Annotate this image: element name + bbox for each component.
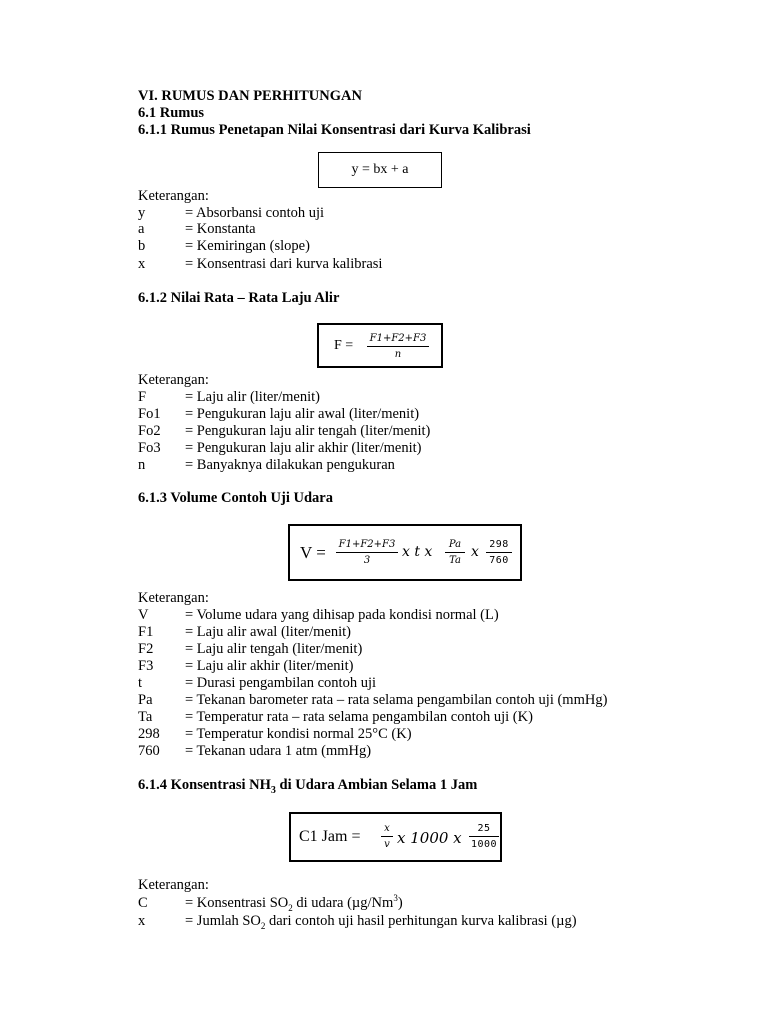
legend-symbol: Fo1 bbox=[138, 406, 161, 422]
fraction-bar bbox=[336, 552, 398, 553]
formula-volume-multiply: x bbox=[471, 544, 479, 560]
legend-symbol: x bbox=[138, 256, 146, 272]
fraction-bar bbox=[469, 836, 499, 837]
formula-box-flow-average bbox=[317, 323, 443, 368]
legend-description: = Absorbansi contoh uji bbox=[185, 205, 325, 221]
legend-symbol: n bbox=[138, 457, 146, 473]
desc-superscript: 3 bbox=[393, 893, 398, 904]
fraction-denominator: Ta bbox=[449, 555, 461, 566]
legend-description: = Laju alir (liter/menit) bbox=[185, 389, 321, 405]
fraction-pressure-temperature bbox=[445, 539, 465, 566]
legend-description: = Laju alir tengah (liter/menit) bbox=[185, 641, 363, 657]
formula-concentration-mid: x 1000 x bbox=[397, 829, 462, 847]
desc-subscript: 2 bbox=[288, 902, 293, 913]
legend-description: = Konstanta bbox=[185, 221, 256, 237]
section-6-1-1-title: 6.1.1 Rumus Penetapan Nilai Konsentrasi dari Kurva Kalibrasi bbox=[138, 122, 531, 138]
keterangan-label: Keterangan: bbox=[138, 877, 209, 893]
legend-description: = Volume udara yang dihisap pada kondisi normal (L) bbox=[185, 607, 499, 623]
legend-description: = Temperatur rata – rata selama pengambilan contoh uji (K) bbox=[185, 709, 533, 725]
fraction-flow-sum bbox=[336, 539, 398, 566]
legend-description bbox=[185, 913, 577, 930]
legend-symbol: b bbox=[138, 238, 146, 254]
legend-symbol: F3 bbox=[138, 658, 154, 674]
formula-box-linear bbox=[318, 152, 442, 188]
formula-volume-mid: x t x bbox=[402, 544, 433, 560]
desc-text: = Jumlah SO bbox=[185, 913, 261, 929]
formula-flow-lhs: F = bbox=[334, 338, 354, 353]
desc-text: ) bbox=[397, 895, 403, 911]
legend-symbol: Fo3 bbox=[138, 440, 161, 456]
fraction-denominator: 760 bbox=[489, 555, 509, 566]
legend-description: = Tekanan barometer rata – rata selama pengambilan contoh uji (mmHg) bbox=[185, 692, 608, 708]
legend-symbol: 760 bbox=[138, 743, 160, 759]
legend-symbol: 298 bbox=[138, 726, 160, 742]
title-text: di Udara Ambian Selama 1 Jam bbox=[275, 777, 478, 793]
desc-text: di udara (µg/Nm bbox=[292, 895, 394, 911]
legend-description: = Laju alir awal (liter/menit) bbox=[185, 624, 351, 640]
subheading-rumus: 6.1 Rumus bbox=[138, 105, 205, 121]
legend-description: = Pengukuran laju alir tengah (liter/menit) bbox=[185, 423, 431, 439]
fraction-denominator: n bbox=[394, 349, 402, 360]
section-6-1-3-title: 6.1.3 Volume Contoh Uji Udara bbox=[138, 490, 333, 506]
keterangan-label: Keterangan: bbox=[138, 188, 209, 204]
fraction-numerator: Pa bbox=[448, 539, 462, 550]
legend-symbol: t bbox=[138, 675, 143, 691]
formula-box-concentration bbox=[289, 812, 502, 862]
formula-linear: y = bx + a bbox=[351, 162, 409, 177]
legend-symbol: F1 bbox=[138, 624, 154, 640]
section-6-1-4-title bbox=[138, 777, 477, 794]
desc-subscript: 2 bbox=[260, 920, 266, 931]
legend-description: = Pengukuran laju alir awal (liter/menit) bbox=[185, 406, 420, 422]
legend-description: = Banyaknya dilakukan pengukuran bbox=[185, 457, 395, 473]
legend-description: = Temperatur kondisi normal 25°C (K) bbox=[185, 726, 412, 742]
legend-description: = Tekanan udara 1 atm (mmHg) bbox=[185, 743, 372, 759]
desc-text: = Konsentrasi SO bbox=[185, 895, 289, 911]
fraction-bar bbox=[381, 836, 393, 837]
section-6-1-2-title: 6.1.2 Nilai Rata – Rata Laju Alir bbox=[138, 290, 340, 306]
legend-symbol: x bbox=[138, 913, 146, 929]
fraction-25-over-1000 bbox=[469, 823, 499, 850]
fraction-denominator: 1000 bbox=[470, 839, 498, 850]
legend-symbol: F2 bbox=[138, 641, 154, 657]
legend-description: = Laju alir akhir (liter/menit) bbox=[185, 658, 354, 674]
legend-symbol: y bbox=[138, 205, 146, 221]
legend-symbol: Fo2 bbox=[138, 423, 161, 439]
fraction-bar bbox=[445, 552, 465, 553]
legend-description: = Kemiringan (slope) bbox=[185, 238, 310, 254]
fraction-numerator: 25 bbox=[477, 823, 491, 834]
title-text: 6.1.4 Konsentrasi NH bbox=[138, 777, 271, 793]
legend-description: = Durasi pengambilan contoh uji bbox=[185, 675, 376, 691]
title-subscript: 3 bbox=[270, 784, 276, 796]
fraction-flow bbox=[367, 333, 429, 360]
legend-symbol: Pa bbox=[138, 692, 153, 708]
legend-symbol: a bbox=[138, 221, 145, 237]
fraction-denominator: 3 bbox=[363, 555, 371, 566]
legend-symbol: V bbox=[138, 607, 149, 623]
main-heading: VI. RUMUS DAN PERHITUNGAN bbox=[138, 88, 362, 104]
legend-symbol: F bbox=[138, 389, 147, 405]
keterangan-label: Keterangan: bbox=[138, 590, 209, 606]
fraction-numerator: 298 bbox=[489, 539, 509, 550]
fraction-numerator: x bbox=[384, 823, 390, 834]
formula-concentration-lhs: C1 Jam = bbox=[299, 828, 361, 845]
fraction-numerator: F1+F2+F3 bbox=[369, 333, 427, 344]
fraction-normal-conditions bbox=[486, 539, 512, 566]
legend-description: = Konsentrasi dari kurva kalibrasi bbox=[185, 256, 383, 272]
desc-text: dari contoh uji hasil perhitungan kurva kalibrasi (µg) bbox=[265, 913, 577, 929]
legend-description: = Pengukuran laju alir akhir (liter/menit) bbox=[185, 440, 422, 456]
fraction-x-over-v bbox=[381, 823, 393, 850]
fraction-bar bbox=[367, 346, 429, 347]
legend-symbol: Ta bbox=[138, 709, 153, 725]
keterangan-label: Keterangan: bbox=[138, 372, 209, 388]
legend-description bbox=[185, 895, 403, 912]
formula-volume-lhs: V = bbox=[300, 543, 326, 562]
formula-box-volume bbox=[288, 524, 522, 581]
fraction-numerator: F1+F2+F3 bbox=[338, 539, 396, 550]
legend-symbol: C bbox=[138, 895, 148, 911]
fraction-denominator: v bbox=[384, 839, 390, 850]
fraction-bar bbox=[486, 552, 512, 553]
